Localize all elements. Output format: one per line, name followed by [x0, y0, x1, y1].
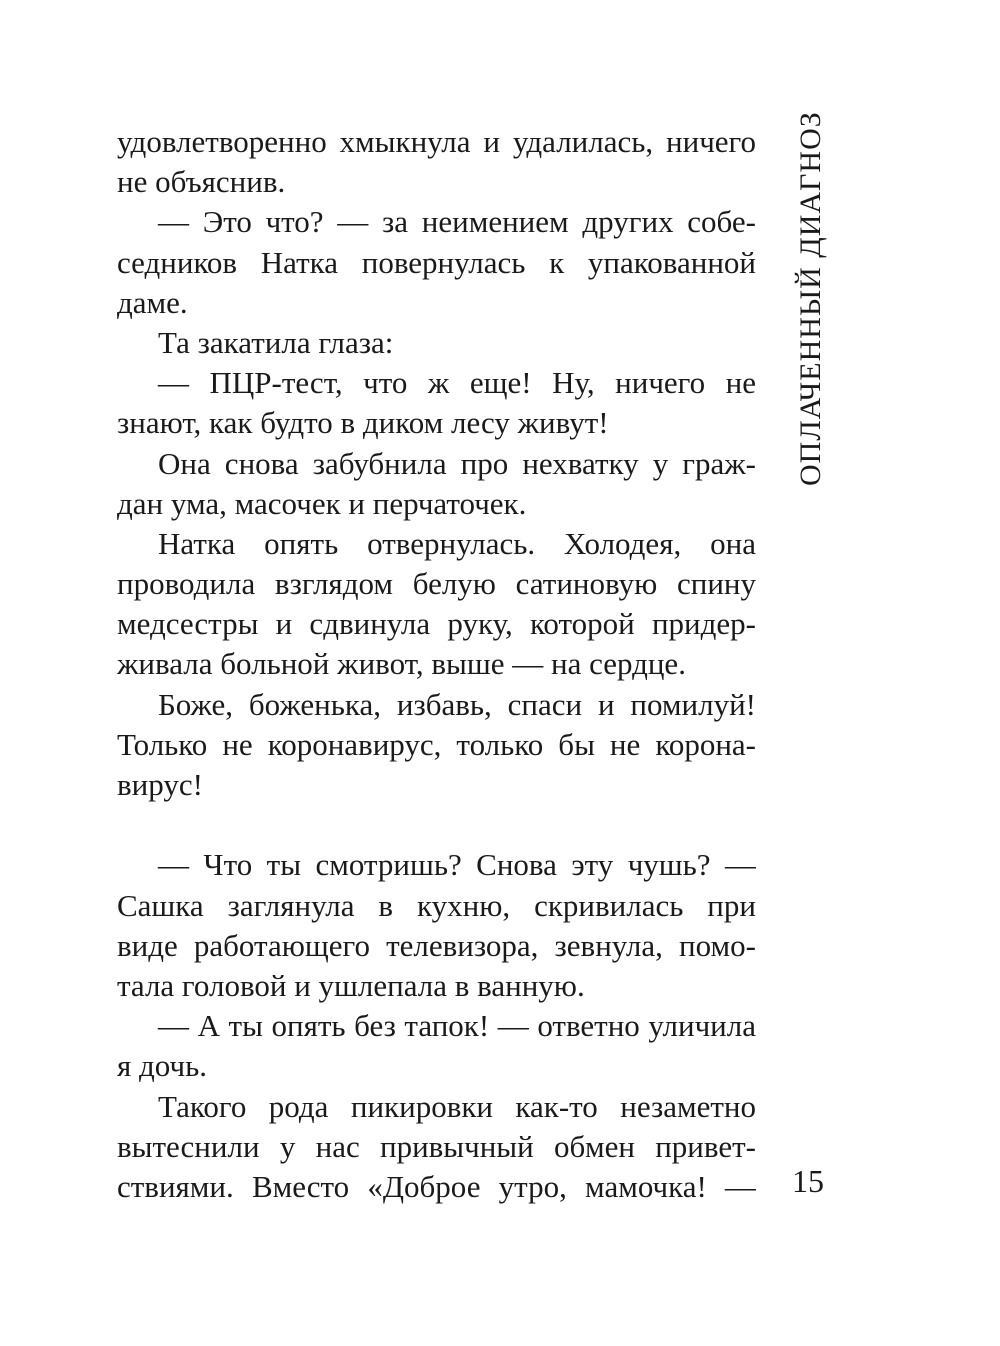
text-line: — Это что? — за неимением других собе- — [158, 204, 756, 240]
text-line: знают, как будто в диком лесу живут! — [117, 405, 609, 441]
text-line: я дочь. — [117, 1048, 207, 1084]
section-break — [117, 805, 756, 845]
text-line: — ПЦР-тест, что ж еще! Ну, ничего не — [158, 365, 756, 401]
text-line: Натка опять отвернулась. Холодея, она — [158, 525, 756, 561]
text-line: даме. — [117, 284, 188, 320]
text-line: Только не коронавирус, только бы не корона- — [117, 726, 756, 762]
text-line: ствиями. Вместо «Доброе утро, мамочка! — — [117, 1168, 756, 1204]
text-line: — Что ты смотришь? Снова эту чушь? — — [158, 847, 756, 883]
text-line: виде работающего телевизора, зевнула, помо- — [117, 927, 756, 963]
text-line: дан ума, масочек и перчаточек. — [117, 485, 527, 521]
text-line: Сашка заглянула в кухню, скривилась при — [117, 887, 756, 923]
text-line: седников Натка повернулась к упакованной — [117, 244, 756, 280]
text-line: Такого рода пикировки как-то незаметно — [158, 1088, 756, 1124]
text-line: Та закатила глаза: — [158, 324, 394, 360]
text-line: Боже, боженька, избавь, спаси и помилуй! — [158, 686, 756, 722]
body-text — [117, 122, 756, 1207]
text-line: медсестры и сдвинула руку, которой придер- — [117, 606, 756, 642]
text-line: не объяснив. — [117, 164, 286, 200]
text-line: проводила взглядом белую сатиновую спину — [117, 566, 756, 602]
text-line: Она снова забубнила про нехватку у граж- — [158, 445, 756, 481]
text-line: — А ты опять без тапок! — ответно уличила — [158, 1008, 756, 1044]
text-line: вирус! — [117, 767, 203, 802]
page-number: 15 — [792, 1163, 824, 1199]
running-head: ОПЛАЧЕННЫЙ ДИАГНОЗ — [794, 111, 827, 486]
text-line: вытеснили у нас привычный обмен привет- — [117, 1128, 756, 1164]
text-line: живала больной живот, выше — на сердце. — [117, 646, 686, 682]
text-line: тала головой и ушлепала в ванную. — [117, 967, 585, 1003]
text-line: удовлетворенно хмыкнула и удалилась, ничего — [117, 124, 756, 159]
